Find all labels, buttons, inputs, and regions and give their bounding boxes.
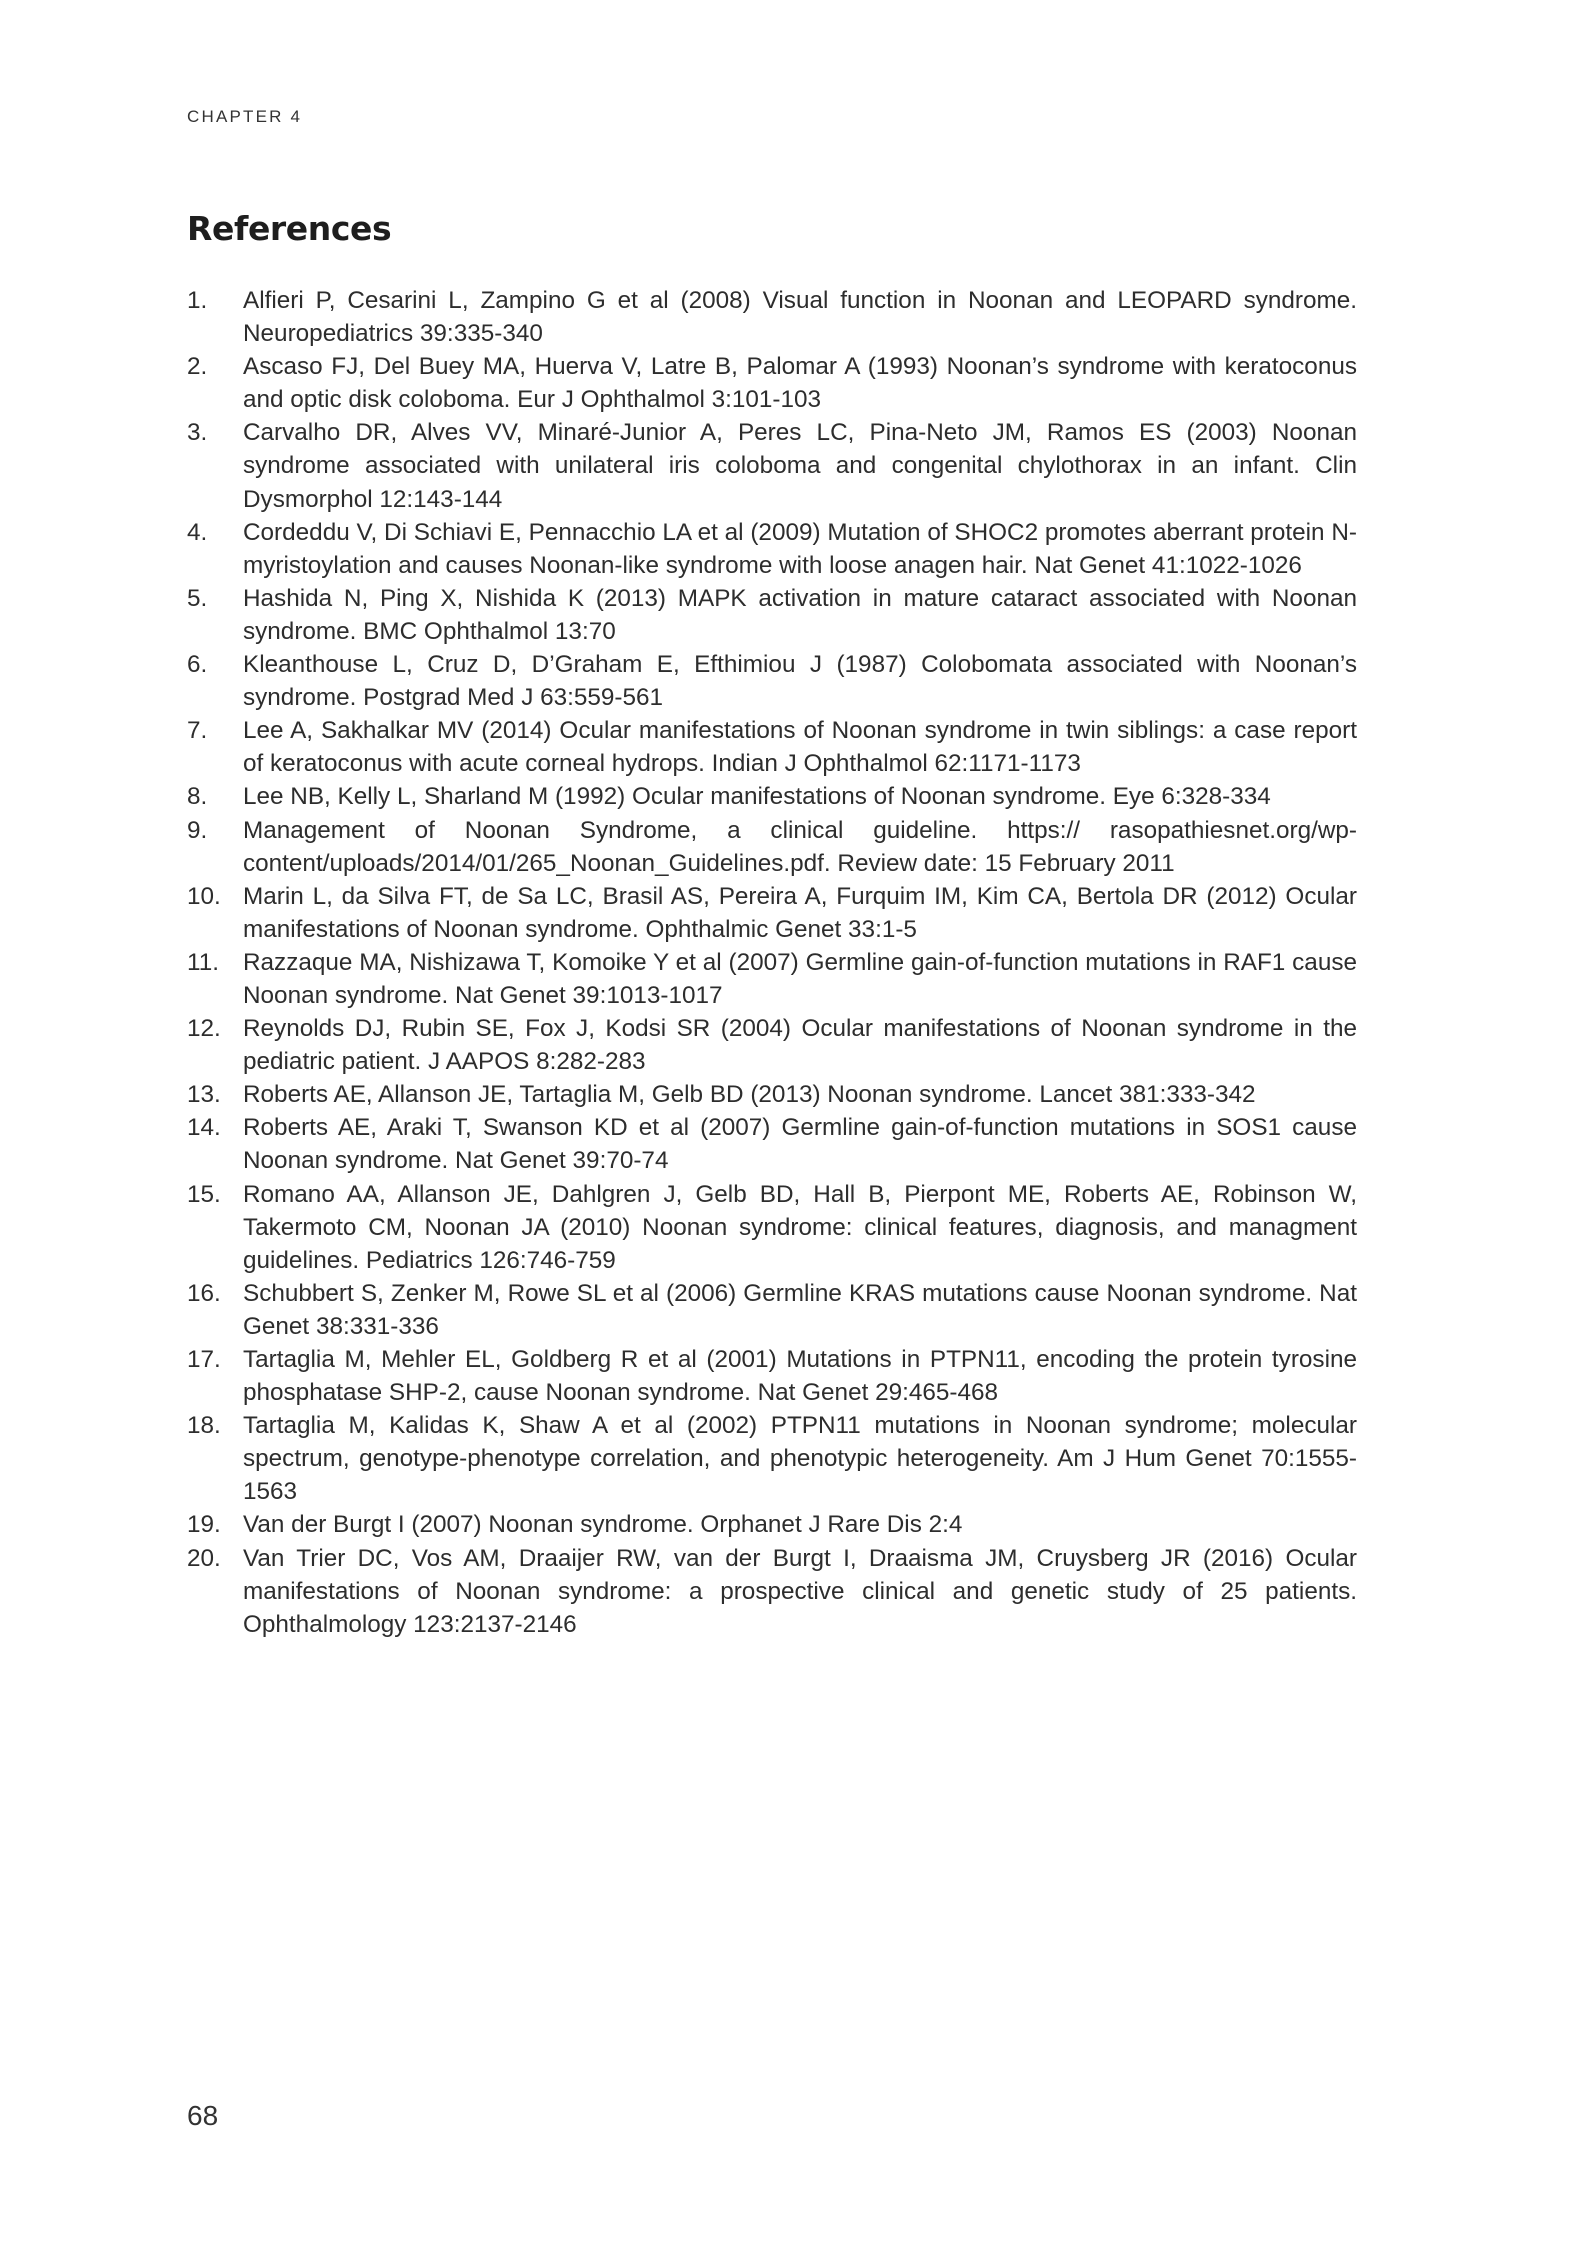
- reference-number: 3.: [187, 419, 208, 447]
- reference-number: 5.: [187, 584, 208, 612]
- section-title: References: [187, 209, 392, 248]
- reference-number: 2.: [187, 353, 208, 381]
- reference-number: 18.: [187, 1412, 221, 1440]
- reference-number: 13.: [187, 1081, 221, 1109]
- reference-list: [187, 284, 1357, 1641]
- reference-number: 16.: [187, 1279, 221, 1307]
- reference-item: [187, 814, 1357, 880]
- reference-number: 10.: [187, 882, 221, 910]
- reference-number: 17.: [187, 1346, 221, 1373]
- reference-item: [187, 1277, 1357, 1343]
- reference-number: 14.: [187, 1114, 221, 1142]
- reference-number: 11.: [187, 948, 219, 976]
- reference-text: Ascaso FJ, Del Buey MA, Huerva V, Latre B, Palomar A (1993) Noonan’s syndrome with keratoconus and optic disk coloboma. Eur J Ophthalmol 3:101-103: [243, 353, 1357, 414]
- reference-number: 20.: [187, 1544, 221, 1572]
- reference-text: Marin L, da Silva FT, de Sa LC, Brasil AS, Pereira A, Furquim IM, Kim CA, Bertola DR (2012) Ocular manifestations of Noonan syndrome. Ophthalmic Genet 33:1-5: [243, 882, 1357, 943]
- reference-item: [187, 1409, 1357, 1508]
- reference-text: Roberts AE, Allanson JE, Tartaglia M, Gelb BD (2013) Noonan syndrome. Lancet 381:333-342: [243, 1081, 1256, 1109]
- reference-number: 8.: [187, 783, 208, 811]
- reference-item: [187, 880, 1357, 946]
- reference-number: 4.: [187, 518, 208, 546]
- reference-item: [187, 714, 1357, 780]
- reference-item: [187, 780, 1357, 813]
- reference-text: Schubbert S, Zenker M, Rowe SL et al (2006) Germline KRAS mutations cause Noonan syndrome. Nat Genet 38:331-336: [243, 1279, 1357, 1340]
- reference-text: Hashida N, Ping X, Nishida K (2013) MAPK activation in mature cataract associated with Noonan syndrome. BMC Ophthalmol 13:70: [243, 584, 1357, 645]
- reference-number: 15.: [187, 1180, 221, 1208]
- reference-item: [187, 1542, 1357, 1641]
- reference-item: [187, 1111, 1357, 1177]
- reference-text: Reynolds DJ, Rubin SE, Fox J, Kodsi SR (2004) Ocular manifestations of Noonan syndrome in the pediatric patient. J AAPOS 8:282-283: [243, 1015, 1357, 1076]
- running-head-chapter: CHAPTER 4: [187, 107, 303, 126]
- reference-item: [187, 284, 1357, 350]
- page-number: 68: [187, 2100, 219, 2131]
- reference-text: Tartaglia M, Mehler EL, Goldberg R et al (2001) Mutations in PTPN11, encoding the protein tyrosine phosphatase SHP-2, cause Noonan syndrome. Nat Genet 29:465-468: [243, 1346, 1357, 1407]
- reference-item: [187, 1178, 1357, 1277]
- reference-text: Carvalho DR, Alves VV, Minaré-Junior A, Peres LC, Pina-Neto JM, Ramos ES (2003) Noonan syndrome associated with unilateral iris coloboma and congenital chylothorax in an infant. Clin Dysmorphol 12:143-144: [243, 419, 1357, 513]
- reference-text: Lee A, Sakhalkar MV (2014) Ocular manifestations of Noonan syndrome in twin siblings: a case report of keratoconus with acute corneal hydrops. Indian J Ophthalmol 62:1171-1173: [243, 717, 1357, 778]
- reference-item: [187, 416, 1357, 515]
- reference-item: [187, 946, 1357, 1012]
- reference-item: [187, 1012, 1357, 1078]
- reference-text: Alfieri P, Cesarini L, Zampino G et al (2008) Visual function in Noonan and LEOPARD syndrome. Neuropediatrics 39:335-340: [243, 287, 1357, 348]
- reference-text: Van Trier DC, Vos AM, Draaijer RW, van der Burgt I, Draaisma JM, Cruysberg JR (2016) Ocular manifestations of Noonan syndrome: a prospective clinical and genetic study of 25 patients. Ophthalmology 123:2137-2146: [243, 1544, 1357, 1638]
- reference-number: 6.: [187, 651, 208, 679]
- reference-item: [187, 582, 1357, 648]
- reference-text: Cordeddu V, Di Schiavi E, Pennacchio LA et al (2009) Mutation of SHOC2 promotes aberrant protein N-myristoylation and causes Noonan-like syndrome with loose anagen hair. Nat Genet 41:1022-1026: [243, 518, 1357, 579]
- reference-text: Van der Burgt I (2007) Noonan syndrome. Orphanet J Rare Dis 2:4: [243, 1511, 963, 1539]
- reference-text: Tartaglia M, Kalidas K, Shaw A et al (2002) PTPN11 mutations in Noonan syndrome; molecular spectrum, genotype-phenotype correlation, and phenotypic heterogeneity. Am J Hum Genet 70:1555-1563: [243, 1412, 1357, 1506]
- reference-item: [187, 350, 1357, 416]
- reference-item: [187, 1343, 1357, 1409]
- reference-text: Roberts AE, Araki T, Swanson KD et al (2007) Germline gain-of-function mutations in SOS1 cause Noonan syndrome. Nat Genet 39:70-74: [243, 1114, 1357, 1175]
- reference-item: [187, 1508, 1357, 1541]
- reference-item: [187, 648, 1357, 714]
- reference-item: [187, 516, 1357, 582]
- reference-text: Kleanthouse L, Cruz D, D’Graham E, Efthimiou J (1987) Colobomata associated with Noonan’s syndrome. Postgrad Med J 63:559-561: [243, 651, 1357, 712]
- reference-number: 12.: [187, 1015, 221, 1043]
- reference-number: 7.: [187, 717, 208, 745]
- reference-number: 19.: [187, 1511, 221, 1539]
- reference-item: [187, 1078, 1357, 1111]
- reference-text: Romano AA, Allanson JE, Dahlgren J, Gelb BD, Hall B, Pierpont ME, Roberts AE, Robinson W, Takermoto CM, Noonan JA (2010) Noonan syndrome: clinical features, diagnosis, and managment guidelines. Pediatrics 126:746-759: [243, 1180, 1357, 1274]
- reference-text: Lee NB, Kelly L, Sharland M (1992) Ocular manifestations of Noonan syndrome. Eye 6:328-334: [243, 783, 1271, 811]
- reference-number: 1.: [187, 287, 208, 314]
- reference-text: Management of Noonan Syndrome, a clinical guideline. https:// rasopathiesnet.org/wp-content/uploads/2014/01/265_Noonan_Guidelines.pdf. Review date: 15 February 2011: [243, 816, 1357, 877]
- reference-text: Razzaque MA, Nishizawa T, Komoike Y et al (2007) Germline gain-of-function mutations in RAF1 cause Noonan syndrome. Nat Genet 39:1013-1017: [243, 948, 1357, 1009]
- reference-number: 9.: [187, 816, 208, 844]
